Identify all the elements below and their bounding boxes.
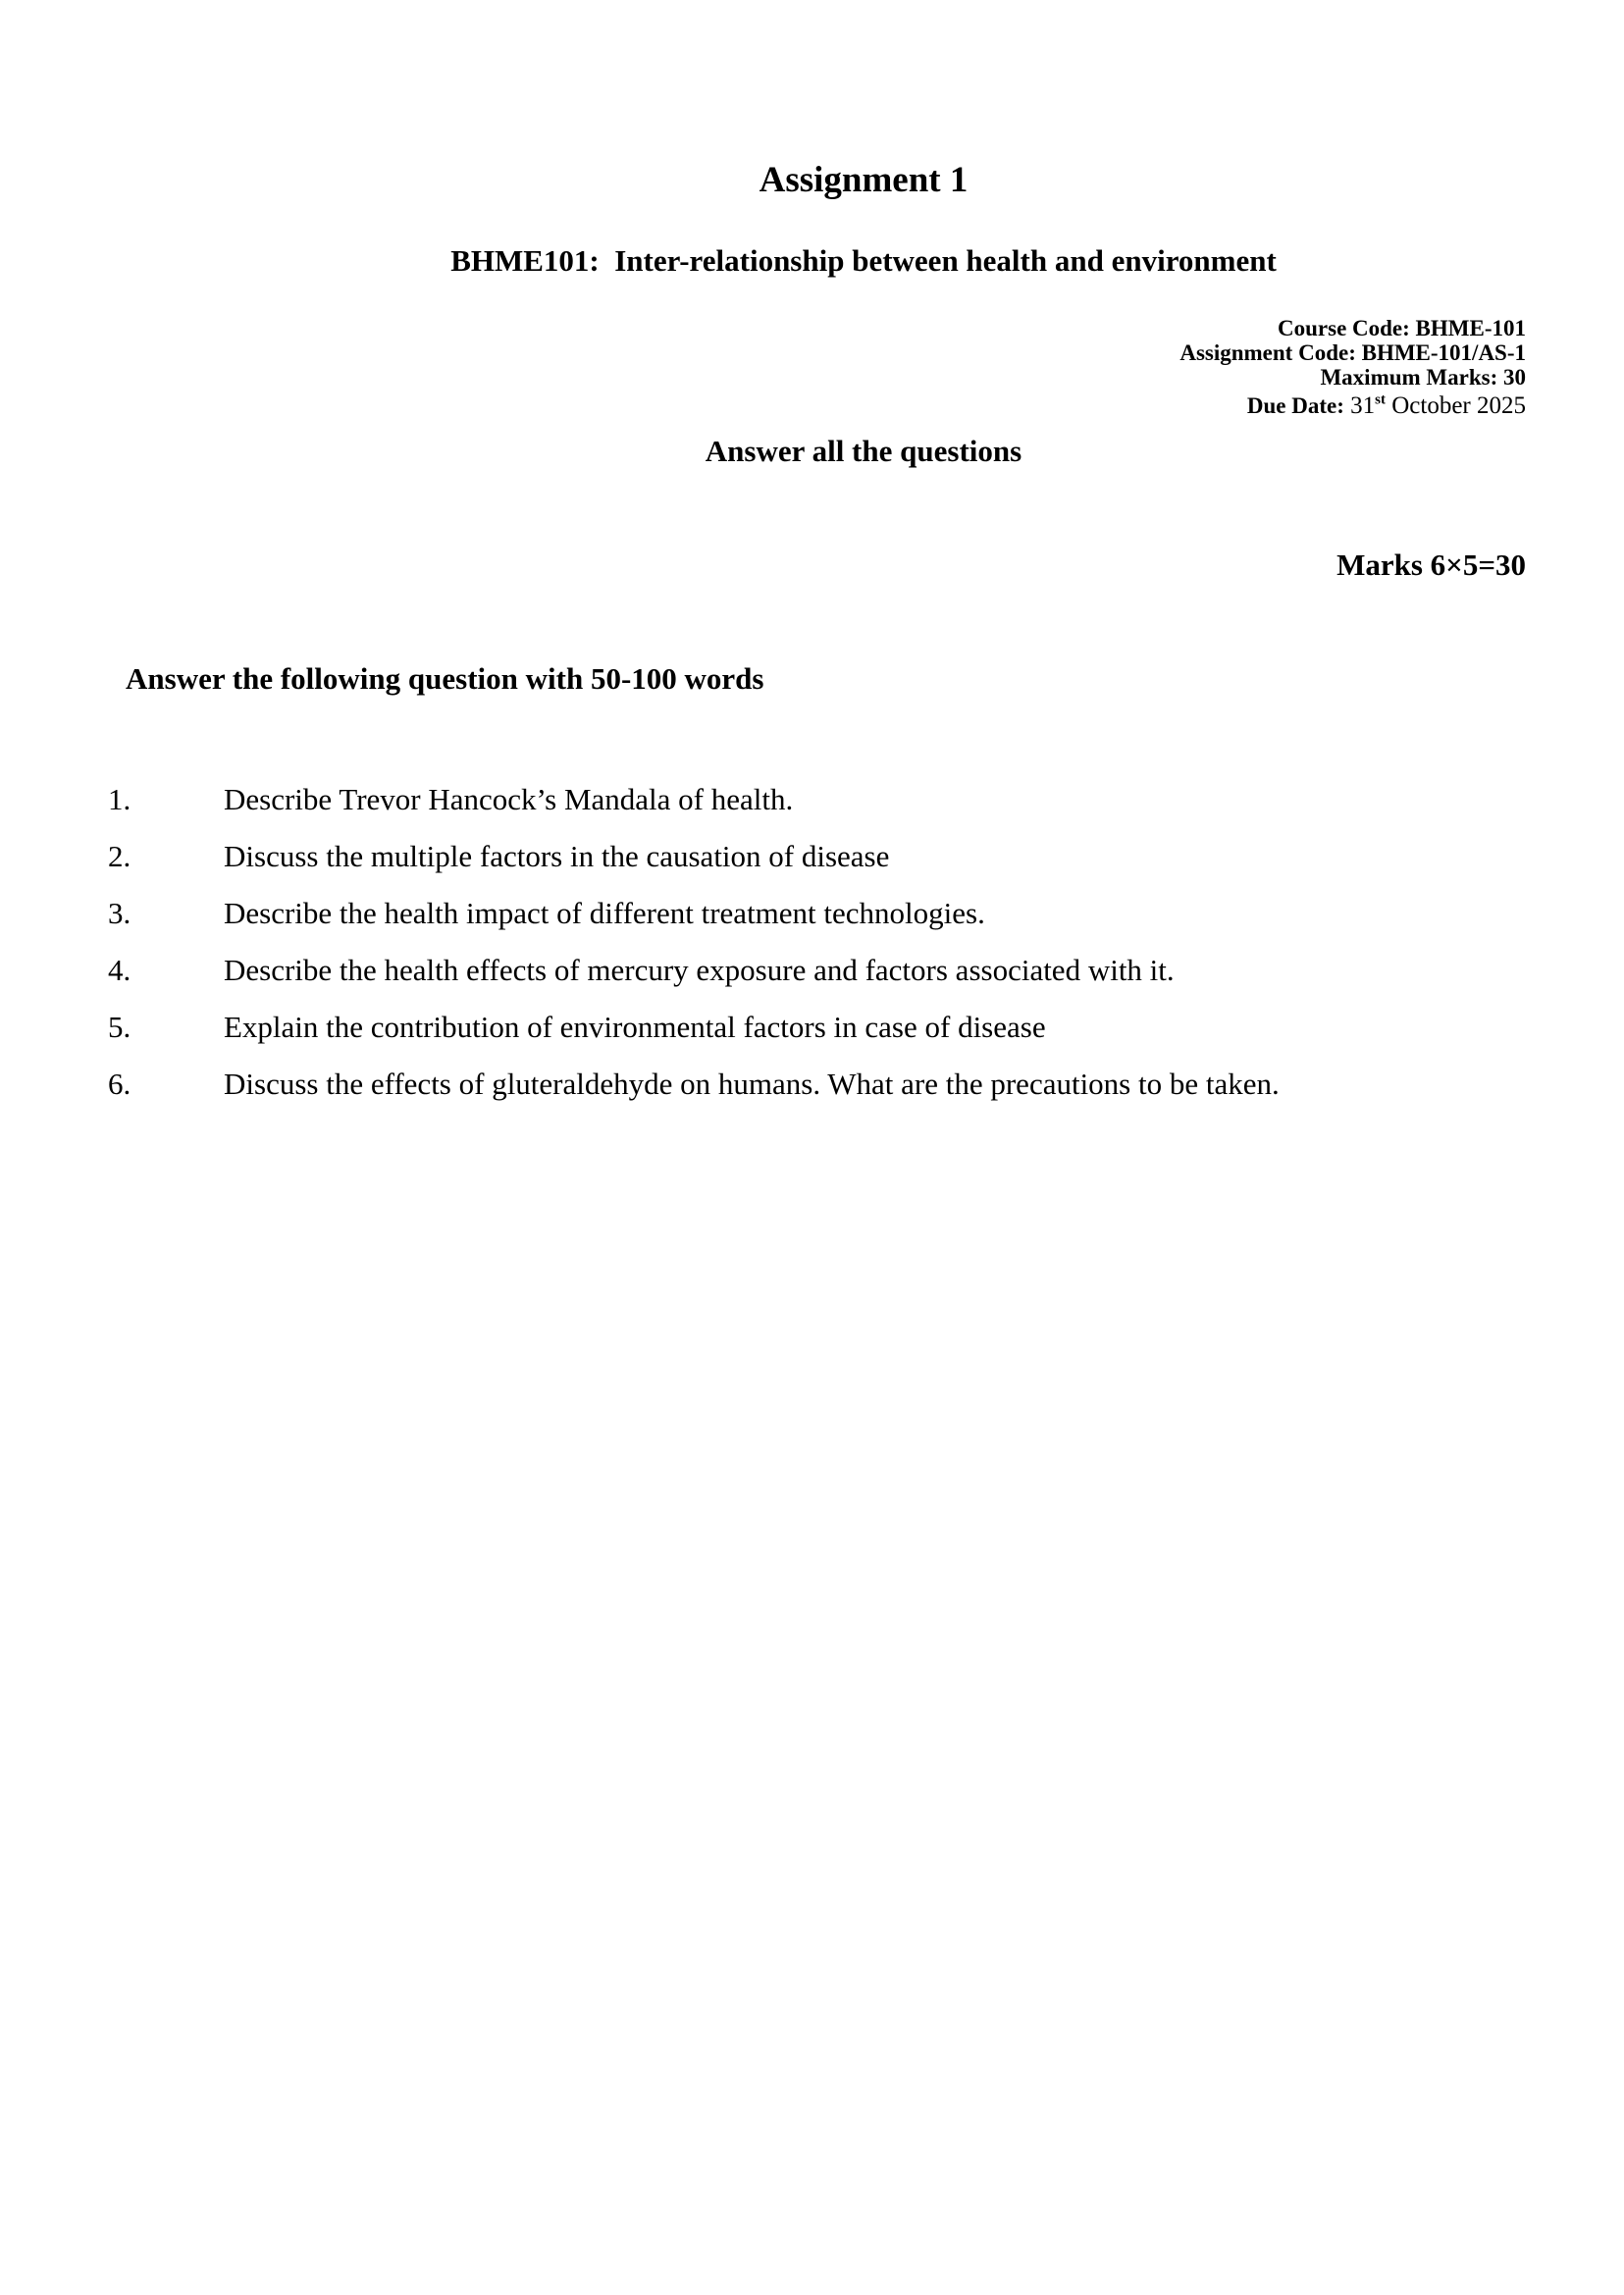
question-text: Describe the health impact of different treatment technologies.	[224, 896, 985, 930]
page-title: Assignment 1	[759, 160, 969, 200]
question-item	[108, 828, 1482, 885]
question-number: 2.	[108, 839, 131, 873]
due-date-day: 31	[1350, 392, 1376, 419]
question-number: 5.	[108, 1010, 131, 1044]
question-item	[108, 942, 1482, 999]
due-date-label: Due Date:	[1246, 393, 1344, 418]
due-date	[1179, 391, 1526, 421]
question-item	[108, 771, 1482, 828]
instruction: Answer all the questions	[705, 434, 1022, 468]
question-number: 3.	[108, 896, 131, 930]
question-text: Discuss the effects of gluteraldehyde on humans. What are the precautions to be taken.	[224, 1067, 1280, 1101]
due-date-month-year: October 2025	[1391, 392, 1526, 419]
question-number: 1.	[108, 782, 131, 816]
question-number: 6.	[108, 1067, 131, 1101]
due-date-suffix: st	[1375, 391, 1386, 408]
marks-total: Marks 6×5=30	[1336, 548, 1526, 582]
question-text: Explain the contribution of environmental factors in case of disease	[224, 1010, 1046, 1044]
question-text: Discuss the multiple factors in the causation of disease	[224, 839, 890, 873]
question-item	[108, 999, 1482, 1056]
question-list	[108, 771, 1482, 1113]
question-item	[108, 885, 1482, 942]
question-item	[108, 1056, 1482, 1113]
assignment-code: Assignment Code: BHME-101/AS-1	[1179, 340, 1526, 365]
assignment-meta	[1179, 316, 1526, 421]
question-text: Describe the health effects of mercury exposure and factors associated with it.	[224, 953, 1175, 987]
section-heading: Answer the following question with 50-100 words	[126, 661, 764, 696]
course-subtitle: BHME101: Inter-relationship between health and environment	[450, 243, 1277, 278]
course-code: Course Code: BHME-101	[1278, 316, 1526, 340]
question-text: Describe Trevor Hancock’s Mandala of health.	[224, 782, 794, 816]
maximum-marks: Maximum Marks: 30	[1320, 365, 1526, 390]
question-number: 4.	[108, 953, 131, 987]
